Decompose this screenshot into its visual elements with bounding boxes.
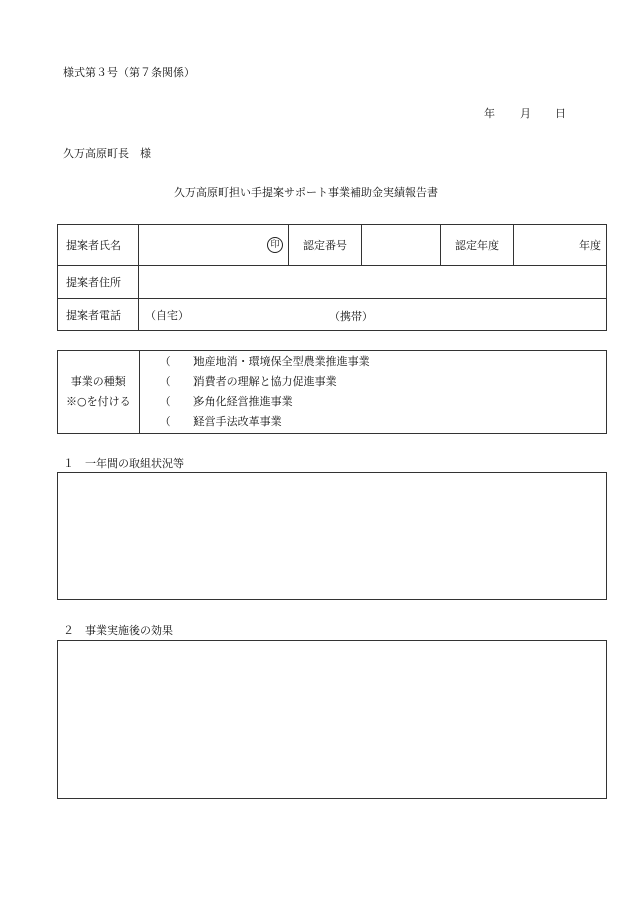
- option-3-paren[interactable]: （ ）: [159, 395, 204, 408]
- date-year: 年: [484, 107, 495, 120]
- applicant-address-field[interactable]: [139, 266, 607, 299]
- option-4-text: 経営手法改革事業: [193, 415, 282, 428]
- applicant-name-field[interactable]: [139, 225, 289, 266]
- applicant-table: [57, 224, 607, 331]
- date-day: 日: [555, 107, 566, 120]
- business-type-label-line1: 事業の種類: [70, 375, 126, 388]
- business-option-1[interactable]: [160, 352, 606, 372]
- business-option-3[interactable]: [160, 392, 606, 412]
- business-type-options: [139, 351, 606, 434]
- home-phone-label: （自宅）: [145, 308, 189, 322]
- applicant-name-label: 提案者氏名: [58, 225, 139, 266]
- section1-heading: １ 一年間の取組状況等: [63, 457, 184, 470]
- option-2-paren[interactable]: （ ）: [159, 375, 204, 388]
- option-2-text: 消費者の理解と協力促進事業: [193, 375, 337, 388]
- applicant-phone-field[interactable]: [139, 299, 607, 331]
- option-1-paren[interactable]: （ ）: [159, 355, 204, 368]
- document-title: 久万高原町担い手提案サポート事業補助金実績報告書: [174, 186, 438, 199]
- business-type-label-line2: ※○を付ける: [66, 395, 131, 408]
- form-number: 様式第３号（第７条関係）: [63, 66, 195, 79]
- option-1-text: 地産地消・環境保全型農業推進事業: [193, 355, 370, 368]
- business-option-4[interactable]: [160, 412, 606, 432]
- year-suffix: 年度: [579, 239, 601, 252]
- cert-year-label: 認定年度: [441, 225, 514, 266]
- option-4-paren[interactable]: （ ）: [159, 415, 204, 428]
- seal-icon: 印: [267, 237, 283, 253]
- addressee: 久万高原町長 様: [63, 147, 151, 160]
- section1-textarea[interactable]: [57, 472, 607, 600]
- applicant-address-label: 提案者住所: [58, 266, 139, 299]
- section2-heading: ２ 事業実施後の効果: [63, 624, 173, 637]
- business-type-table: [57, 350, 607, 434]
- mobile-phone-label: （携帯）: [329, 310, 373, 323]
- option-3-text: 多角化経営推進事業: [193, 395, 293, 408]
- business-type-label: [58, 351, 140, 434]
- cert-number-label: 認定番号: [289, 225, 362, 266]
- applicant-phone-label: 提案者電話: [58, 299, 139, 331]
- section2-textarea[interactable]: [57, 640, 607, 799]
- cert-year-field[interactable]: [514, 225, 607, 266]
- cert-number-field[interactable]: [362, 225, 441, 266]
- date-month: 月: [520, 107, 531, 120]
- business-option-2[interactable]: [160, 372, 606, 392]
